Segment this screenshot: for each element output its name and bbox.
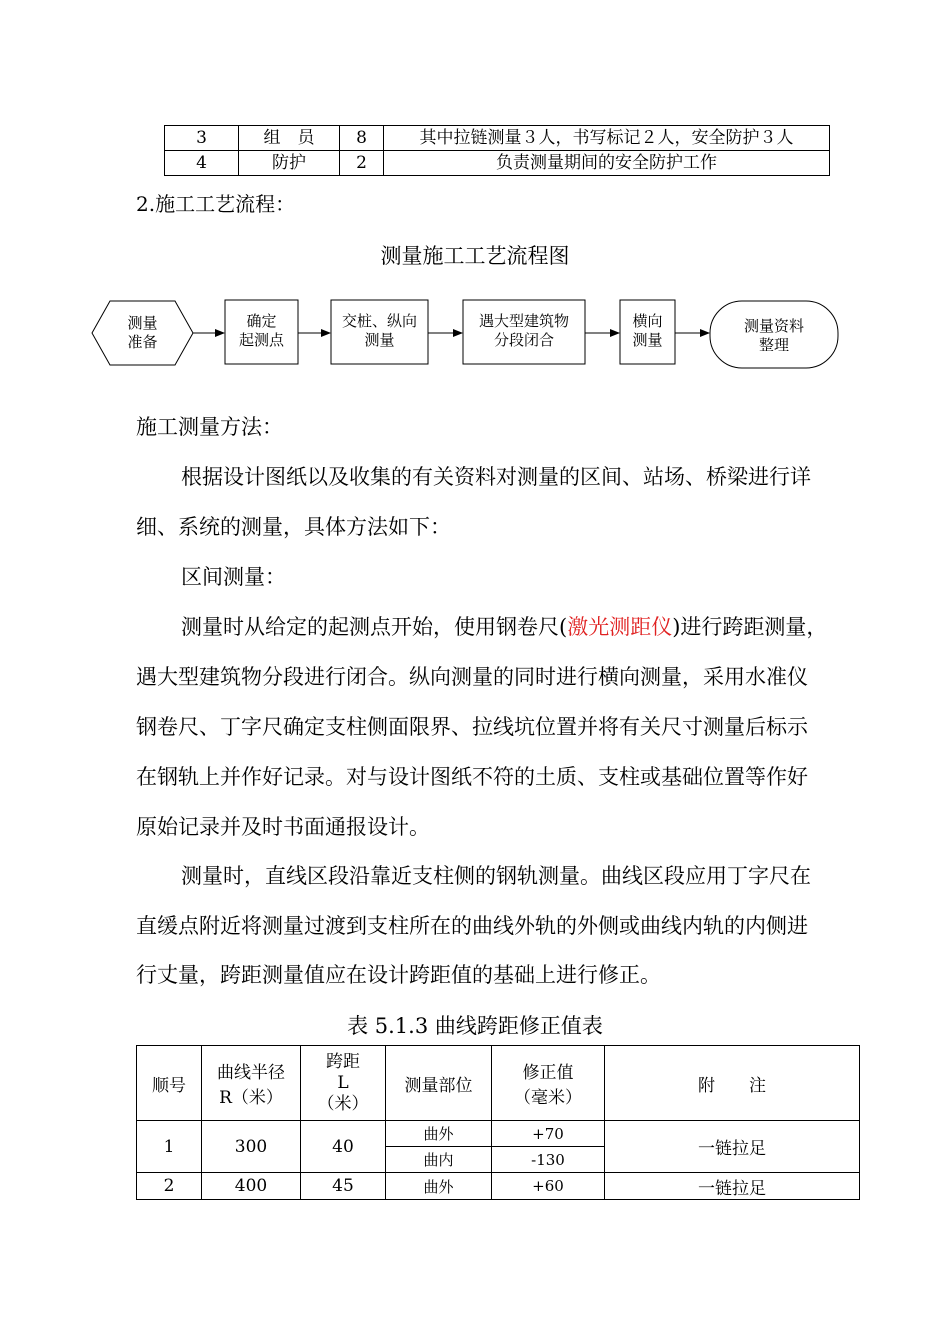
header-text: （毫米） (514, 1088, 582, 1108)
paragraph-line: 在钢轨上并作好记录。对与设计图纸不符的土质、支柱或基础位置等作好 (136, 765, 808, 789)
header-text: R（米） (219, 1088, 283, 1108)
flow-node-prepare (110, 314, 175, 352)
paragraph-line: 细、系统的测量，具体方法如下： (136, 515, 451, 539)
cell-no: 1 (137, 1121, 202, 1173)
cell-radius: 300 (202, 1121, 301, 1173)
header-text: （米） (317, 1093, 369, 1114)
cell-no: 2 (137, 1173, 202, 1200)
paragraph-line: 遇大型建筑物分段进行闭合。纵向测量的同时进行横向测量，采用水准仪 (136, 665, 808, 689)
flow-node-label: 横向 (632, 312, 663, 330)
flow-node-label: 整理 (758, 336, 789, 354)
flow-node-label: 准备 (127, 333, 158, 351)
header-correction (492, 1046, 605, 1121)
cell-part: 曲内 (386, 1147, 492, 1173)
table-caption: 表 5.1.3 曲线跨距修正值表 (347, 1014, 603, 1038)
paragraph-line: 钢卷尺、丁字尺确定支柱侧面限界、拉线坑位置并将有关尺寸测量后标示 (136, 715, 808, 739)
flow-node-label: 测量 (364, 331, 395, 349)
flow-node-label: 测量 (127, 314, 158, 332)
cell-correction: +70 (492, 1121, 605, 1147)
highlight-text: 激光测距仪 (567, 615, 673, 639)
header-text: L (337, 1072, 349, 1093)
staff-desc: 其中拉链测量３人，书写标记２人，安全防护３人 (384, 126, 830, 151)
header-note: 附 注 (605, 1046, 860, 1121)
header-radius (202, 1046, 301, 1121)
cell-span: 45 (301, 1173, 386, 1200)
flow-node-label: 测量 (632, 331, 663, 349)
staff-table (164, 125, 830, 176)
paragraph-line: 行丈量，跨距测量值应在设计跨距值的基础上进行修正。 (136, 963, 661, 987)
flow-node-transverse (620, 312, 675, 350)
table-row (137, 1121, 860, 1147)
cell-span: 40 (301, 1121, 386, 1173)
paragraph-line (181, 611, 827, 641)
table-header-row (137, 1046, 860, 1121)
cell-radius: 400 (202, 1173, 301, 1200)
staff-no: 3 (165, 126, 239, 151)
header-no: 顺号 (137, 1046, 202, 1121)
header-text: 修正值 (522, 1063, 574, 1083)
header-text: 曲线半径 (217, 1063, 285, 1083)
cell-part: 曲外 (386, 1173, 492, 1200)
flow-node-label: 确定 (246, 312, 277, 330)
flow-node-label: 分段闭合 (493, 331, 554, 349)
flow-node-data-sort (710, 317, 838, 355)
flow-node-segment-closure (463, 312, 585, 350)
paragraph-line: 测量时，直线区段沿靠近支柱侧的钢轨测量。曲线区段应用丁字尺在 (181, 864, 811, 888)
cell-correction: -130 (492, 1147, 605, 1173)
paragraph-text: 测量时从给定的起测点开始，使用钢卷尺( (181, 615, 568, 639)
staff-count: 2 (340, 151, 384, 176)
flow-node-label: 起测点 (238, 331, 284, 349)
flow-node-label: 测量资料 (743, 317, 804, 335)
staff-role: 防护 (239, 151, 340, 176)
staff-desc: 负责测量期间的安全防护工作 (384, 151, 830, 176)
flowchart-title: 测量施工工艺流程图 (380, 244, 570, 268)
staff-count: 8 (340, 126, 384, 151)
table-row (165, 151, 830, 176)
curve-table (136, 1045, 860, 1200)
flow-node-label: 遇大型建筑物 (478, 312, 569, 330)
cell-part: 曲外 (386, 1121, 492, 1147)
paragraph-text: )进行跨距测量， (672, 615, 828, 639)
table-row (137, 1173, 860, 1200)
staff-role: 组 员 (239, 126, 340, 151)
method-heading: 施工测量方法： (136, 415, 283, 439)
paragraph-line: 原始记录并及时书面通报设计。 (136, 815, 430, 839)
section-heading: 2.施工工艺流程： (136, 192, 296, 216)
paragraph-line: 根据设计图纸以及收集的有关资料对测量的区间、站场、桥梁进行详 (181, 465, 811, 489)
flow-node-label: 交桩、纵向 (341, 312, 417, 330)
cell-note: 一链拉足 (605, 1173, 860, 1200)
flowchart (0, 290, 950, 380)
cell-correction: +60 (492, 1173, 605, 1200)
cell-note: 一链拉足 (605, 1121, 860, 1173)
interval-heading: 区间测量： (181, 565, 286, 589)
flow-node-start-point (225, 312, 298, 350)
table-row (165, 126, 830, 151)
paragraph-line: 直缓点附近将测量过渡到支柱所在的曲线外轨的外侧或曲线内轨的内侧进 (136, 914, 808, 938)
header-text: 跨距 (326, 1051, 360, 1072)
staff-no: 4 (165, 151, 239, 176)
header-part: 测量部位 (386, 1046, 492, 1121)
header-span (301, 1046, 386, 1121)
flow-node-longitudinal (331, 312, 428, 350)
